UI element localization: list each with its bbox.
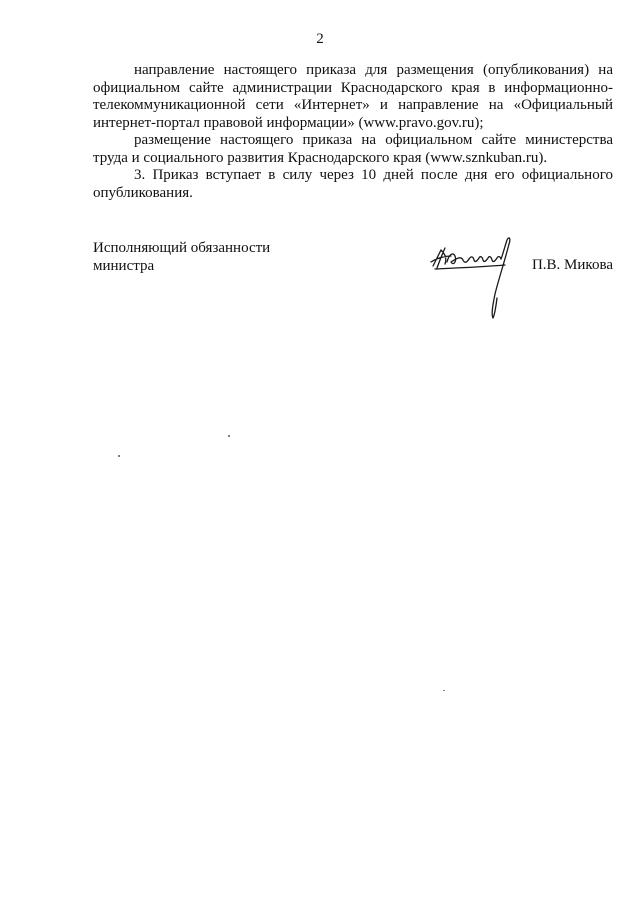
signer-title-line-1: Исполняющий обязанности bbox=[93, 240, 271, 256]
paragraph-publication-direction: направление настоящего приказа для размещения (опубликования) на официальном сайте администрации Краснодарского края в информационно-телекоммуникационной сети «Интернет» и направление на «Официальный интернет-портал правовой информации» (www.pravo.gov.ru); bbox=[93, 62, 613, 131]
scan-speck bbox=[443, 690, 445, 691]
page-number: 2 bbox=[316, 31, 324, 47]
scan-speck bbox=[228, 435, 230, 437]
handwritten-signature-icon bbox=[427, 232, 527, 327]
signer-title-line-2: министра bbox=[93, 257, 155, 274]
signer-title bbox=[93, 240, 270, 275]
signature-block bbox=[93, 240, 613, 340]
document-body bbox=[93, 62, 613, 202]
paragraph-ministry-site-placement: размещение настоящего приказа на официальном сайте министерства труда и социального развития Краснодарского края (www.sznkuban.ru). bbox=[93, 132, 613, 166]
scan-speck bbox=[118, 455, 120, 457]
paragraph-effective-date: 3. Приказ вступает в силу через 10 дней после дня его официального опубликования. bbox=[93, 167, 613, 201]
signer-name: П.В. Микова bbox=[531, 257, 613, 273]
